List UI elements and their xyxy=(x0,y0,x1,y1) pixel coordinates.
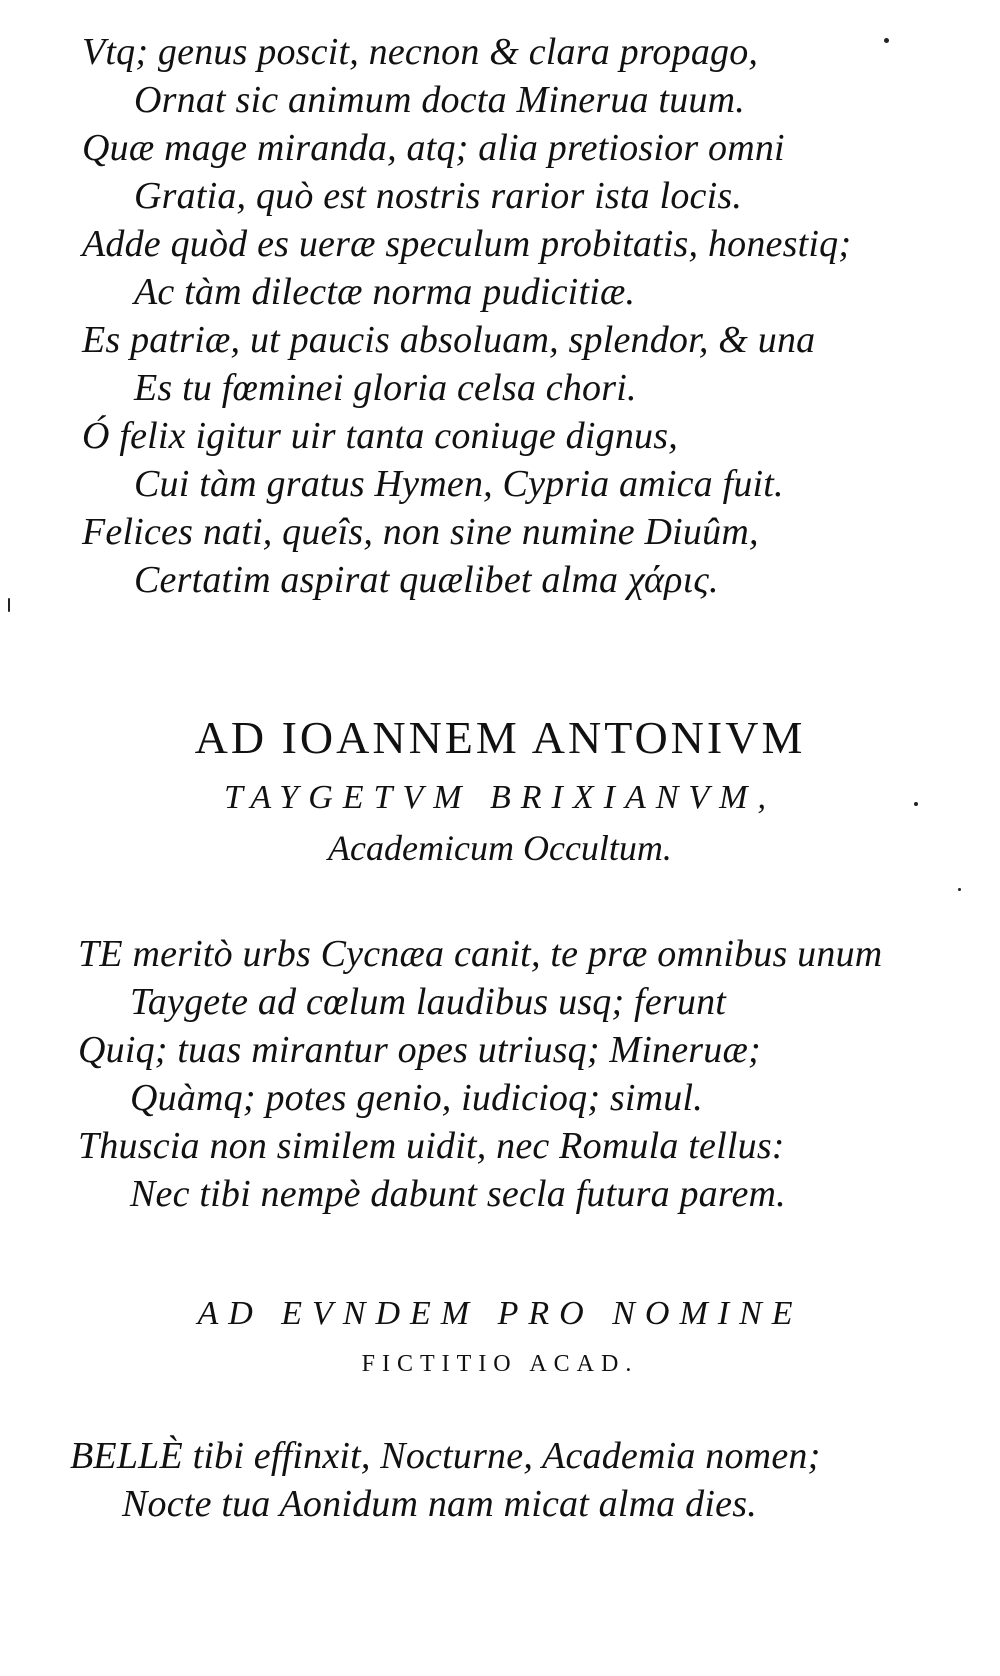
poem-continuation xyxy=(82,28,1000,604)
verse-line: Nocte tua Aonidum nam micat alma dies. xyxy=(122,1483,757,1525)
poem-taygetus xyxy=(78,930,1000,1218)
verse-line: Ornat sic animum docta Minerua tuum. xyxy=(134,79,745,121)
verse-line: Cui tàm gratus Hymen, Cypria amica fuit. xyxy=(134,463,784,505)
section-subtitle-2: Academicum Occultum. xyxy=(328,828,672,868)
section-subtitle: TAYGETVM BRIXIANVM, xyxy=(224,779,776,816)
verse-line: Vtq; genus poscit, necnon & clara propago, xyxy=(82,31,759,73)
verse-line: Es tu fœminei gloria celsa chori. xyxy=(134,367,637,409)
verse-line: Quæ mage miranda, atq; alia pretiosior omni xyxy=(82,127,785,169)
ink-speck xyxy=(914,802,918,806)
poem-nocturnus xyxy=(70,1432,1000,1528)
section-title: AD EVNDEM PRO NOMINE xyxy=(197,1295,803,1332)
verse-line: Quàmq; potes genio, iudicioq; simul. xyxy=(130,1077,703,1119)
verse-line: Taygete ad cœlum laudibus usq; ferunt xyxy=(130,981,727,1023)
section-title: AD IOANNEM ANTONIVM xyxy=(194,712,806,763)
section-subtitle: FICTITIO ACAD. xyxy=(361,1351,639,1377)
verse-line: Certatim aspirat quælibet alma χάρις. xyxy=(134,559,719,601)
verse-line: Ac tàm dilectæ norma pudicitiæ. xyxy=(134,271,636,313)
verse-line: Adde quòd es ueræ speculum probitatis, honestiq; xyxy=(82,223,852,265)
verse-line: TE meritò urbs Cycnæa canit, te præ omnibus unum xyxy=(78,933,883,975)
verse-line: Es patriæ, ut paucis absoluam, splendor, & una xyxy=(82,319,816,361)
ink-speck xyxy=(958,888,961,891)
verse-line: Felices nati, queîs, non sine numine Diuûm, xyxy=(82,511,759,553)
verse-line: BELLÈ tibi effinxit, Nocturne, Academia nomen; xyxy=(70,1435,821,1477)
verse-line: Ó felix igitur uir tanta coniuge dignus, xyxy=(82,415,678,457)
verse-line: Thuscia non similem uidit, nec Romula tellus: xyxy=(78,1125,785,1167)
verse-line: Nec tibi nempè dabunt secla futura parem. xyxy=(130,1173,786,1215)
ink-speck xyxy=(884,38,889,43)
ink-speck xyxy=(8,598,10,612)
verse-line: Quiq; tuas mirantur opes utriusq; Mineruæ; xyxy=(78,1029,761,1071)
verse-line: Gratia, quò est nostris rarior ista locis. xyxy=(134,175,743,217)
